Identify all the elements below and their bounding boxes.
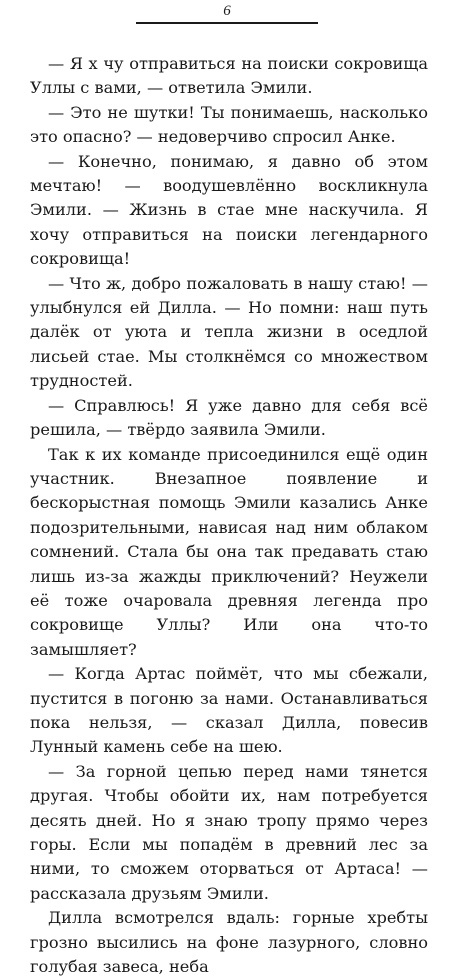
paragraph: Дилла всмотрелся вдаль: горные хребты грозно высились на фоне лазурного, словно голубая завеса, неба: [30, 908, 428, 977]
paragraph: — За горной цепью перед нами тянется другая. Чтобы обойти их, нам потребуется десять дней. Но я знаю тропу прямо через горы. Если мы попадём в древний лес за ними, то сможем оторваться от Артаса! — рассказала друзьям Эмили.: [30, 761, 428, 903]
paragraph: Так к их команде присоединился ещё один участник. Внезапное появление и бескорыстная помощь Эмили казались Анке подозрительными, нависая над ним облаком сомнений. Стала бы она так предавать стаю лишь из-за жажды приключений? Неужели её тоже очаровала древняя легенда про сокровище Уллы? Или она что-то замышляет?: [30, 444, 428, 659]
paragraph: — Когда Артас поймёт, что мы сбежали, пустится в погоню за нами. Останавливаться пока нельзя, — сказал Дилла, повесив Лунный камень себе на шею.: [30, 664, 428, 757]
paragraph: — Справлюсь! Я уже давно для себя всё решила, — твёрдо заявила Эмили.: [30, 395, 428, 440]
body-text: [30, 52, 428, 979]
paragraph: — Я х чу отправиться на поиски сокровища Уллы с вами, — ответила Эмили.: [30, 54, 428, 98]
paragraph: — Конечно, понимаю, я давно об этом мечтаю! — воодушевлённо воскликнула Эмили. — Жизнь в стае мне наскучила. Я хочу отправиться на поиски легендарного сокровища!: [30, 151, 428, 269]
header-rule: [136, 22, 318, 24]
paragraph: — Это не шутки! Ты понимаешь, насколько это опасно? — недоверчиво спросил Анке.: [30, 102, 428, 147]
paragraph: — Что ж, добро пожаловать в нашу стаю! — улыбнулся ей Дилла. — Но помни: наш путь далёк от уюта и тепла жизни в оседлой лисьей стае. Мы столкнёмся со множеством трудностей.: [30, 273, 428, 391]
page-number: 6: [223, 3, 231, 19]
